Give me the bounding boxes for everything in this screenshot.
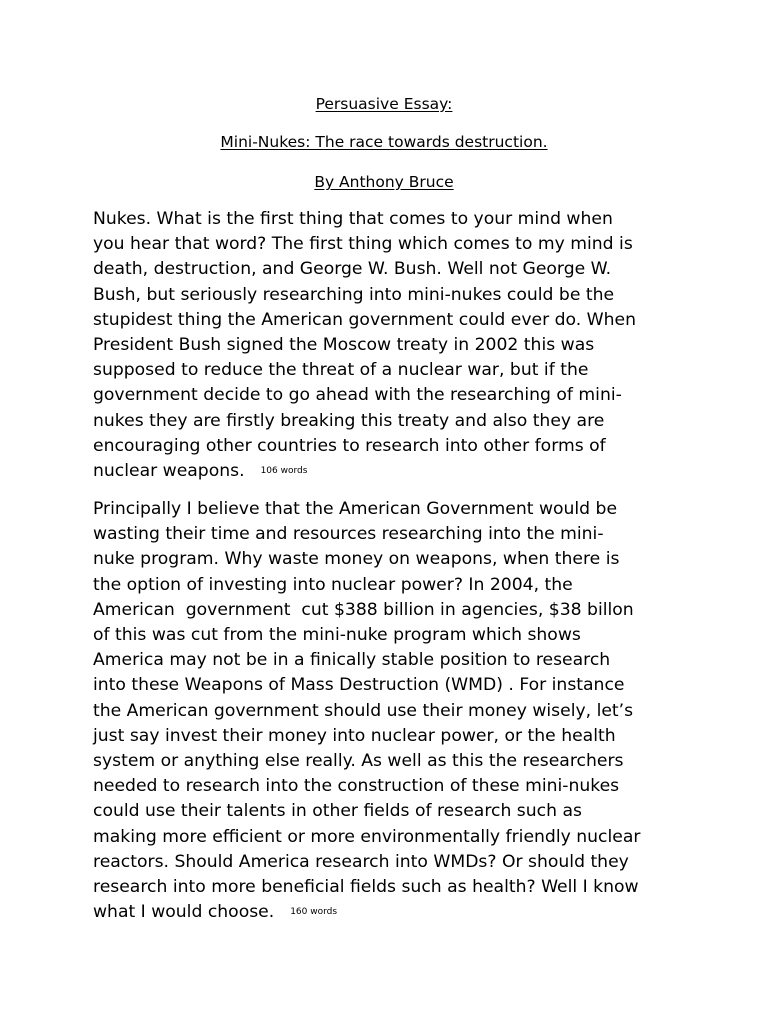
paragraph-line: stupidest thing the American government could ever do. When (93, 309, 637, 330)
paragraph-line: needed to research into the construction of these mini-nukes (93, 776, 620, 797)
paragraph-last-line (93, 900, 693, 928)
paragraph-line: of this was cut from the mini-nuke program which shows (93, 625, 581, 646)
paragraph-line: reactors. Should America research into WMDs? Or should they (93, 851, 629, 872)
paragraph-line: wasting their time and resources researching into the mini- (93, 524, 604, 545)
paragraph-line: American government cut $388 billion in agencies, $38 billon (93, 599, 634, 620)
word-count: 106 words (260, 466, 308, 477)
paragraph-last-line (93, 459, 693, 487)
paragraph-line: the option of investing into nuclear power? In 2004, the (93, 574, 573, 595)
paragraph-line: you hear that word? The first thing which comes to my mind is (93, 234, 633, 255)
paragraph-line: Bush, but seriously researching into mini-nukes could be the (93, 284, 615, 305)
paragraph-line: research into more beneficial fields such as health? Well I know (93, 877, 639, 898)
paragraph-line: nuke program. Why waste money on weapons, when there is (93, 549, 620, 570)
paragraph-line: just say invest their money into nuclear power, or the health (93, 725, 616, 746)
document-byline: By Anthony Bruce (314, 173, 454, 191)
paragraph-line: government decide to go ahead with the researching of mini- (93, 385, 622, 406)
paragraph-line: President Bush signed the Moscow treaty in 2002 this was (93, 335, 595, 356)
word-count: 160 words (290, 907, 338, 918)
paragraph-line: into these Weapons of Mass Destruction (WMD) . For instance (93, 675, 625, 696)
document-title: Persuasive Essay: (315, 95, 453, 113)
paragraph-line: nukes they are firstly breaking this treaty and also they are (93, 410, 605, 431)
paragraph-line: Principally I believe that the American Government would be (93, 499, 618, 519)
paragraph-line-text: nuclear weapons. (93, 461, 245, 482)
document-subtitle: Mini-Nukes: The race towards destruction. (220, 133, 548, 151)
paragraph-line: system or anything else really. As well as this the researchers (93, 751, 624, 772)
paragraph-line: death, destruction, and George W. Bush. Well not George W. (93, 259, 612, 280)
paragraph-line: supposed to reduce the threat of a nuclear war, but if the (93, 360, 589, 381)
paragraph-line: encouraging other countries to research into other forms of (93, 435, 606, 456)
paragraph-2 (93, 497, 693, 928)
paragraph-line: the American government should use their money wisely, let’s (93, 700, 634, 721)
paragraph-line: America may not be in a finically stable position to research (93, 650, 611, 671)
paragraph-line-text: what I would choose. (93, 902, 275, 923)
paragraph-line: could use their talents in other fields of research such as (93, 801, 582, 822)
paragraph-1 (93, 207, 693, 487)
paragraph-line: Nukes. What is the first thing that comes to your mind when (93, 209, 613, 229)
paragraph-line: making more efficient or more environmentally friendly nuclear (93, 826, 641, 847)
